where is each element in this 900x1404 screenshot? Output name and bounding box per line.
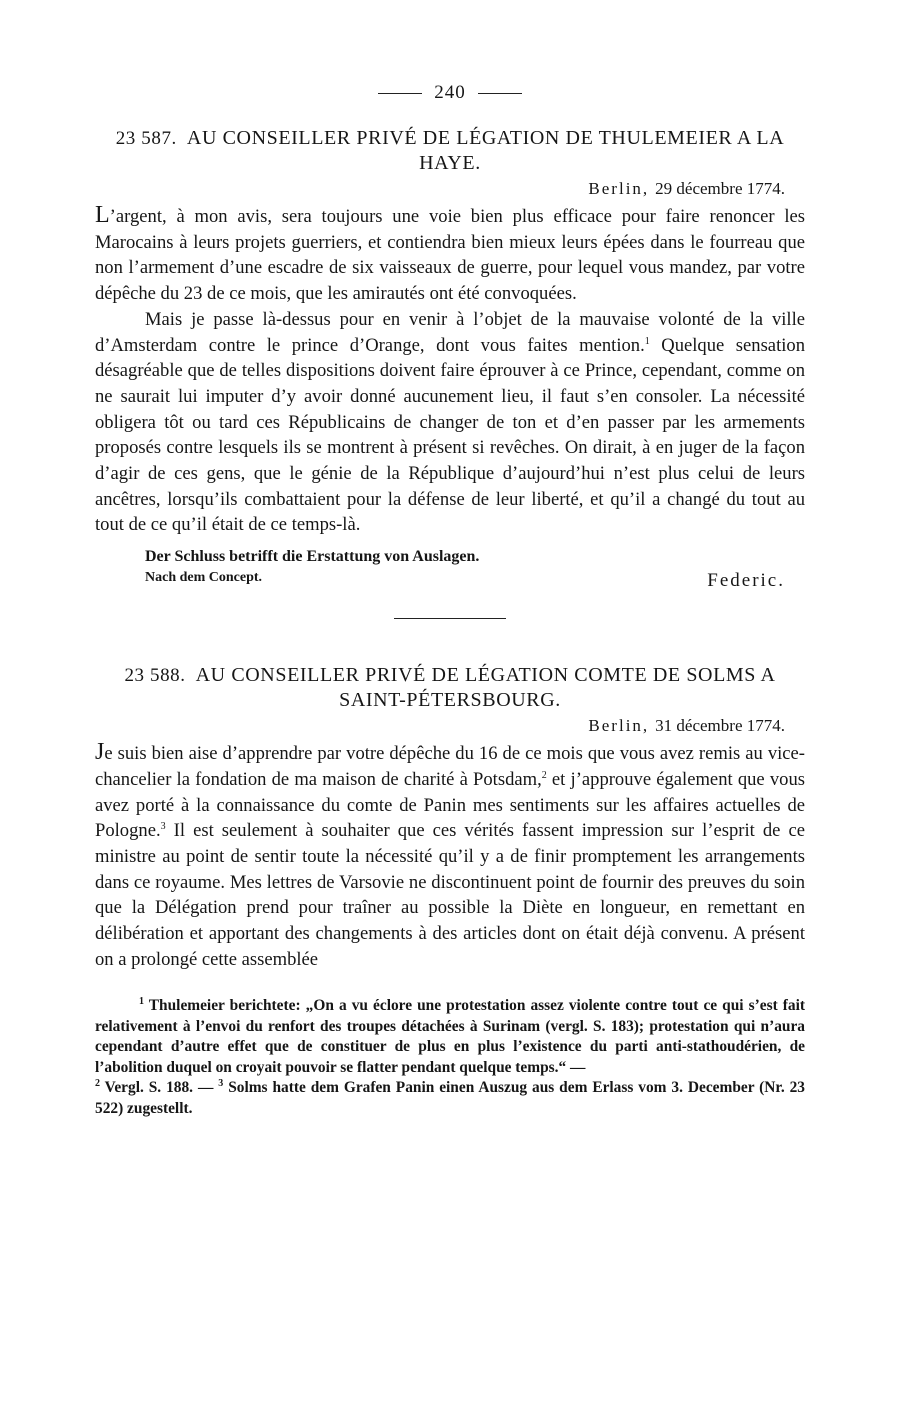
footnotes: [95, 996, 805, 1119]
letter-1-paragraph-1: [95, 203, 805, 307]
letter-1-dateline: [95, 179, 785, 199]
footnote-marker: 2: [95, 1078, 100, 1090]
paragraph-text: Il est seulement à souhaiter que ces vérités fassent impression sur l’esprit de ce ministre au point de sentir toute la nécessité qu’il y a de finir promptement les arrangements dans ce royaume. Mes lettres de Varsovie ne discontinuent point de fournir des preuves du soin que la Délégation prend pour traîner au possible la Diète en longueur, en remettant en délibération et apportant des changements à des articles dont on était déjà convenu. A présent on a prolongé cette assemblée: [95, 820, 805, 970]
page-number: 240: [434, 82, 466, 103]
footnote-marker: 3: [218, 1078, 224, 1090]
letter-1-signature: Federic.: [707, 570, 785, 592]
footnote-ref-3: 3: [160, 821, 166, 833]
letter-1-source: Nach dem Concept.: [145, 570, 263, 586]
footnote-marker: 1: [139, 996, 144, 1008]
page-header: [95, 82, 805, 104]
paragraph-text: ’argent, à mon avis, sera toujours une voie bien plus efficace pour faire renoncer les Marocains à leurs projets guerriers, et contiendra bien mieux leurs épées dans le fourreau que non l’armement d’une escadre de six vaisseaux de guerre, pour lequel vous mandez, par votre dépêche du 23 de ce mois, que les amirautés ont été convoquées.: [95, 206, 805, 305]
letter-2-heading: [95, 663, 805, 712]
footnote-ref-1: 1: [644, 335, 650, 347]
letter-1-title: AU CONSEILLER PRIVÉ DE LÉGATION DE THULEMEIER A LA HAYE.: [186, 127, 785, 174]
letter-2-title: AU CONSEILLER PRIVÉ DE LÉGATION COMTE DE SOLMS A SAINT-PÉTERSBOURG.: [195, 664, 776, 712]
section-divider: [394, 618, 506, 619]
footnote-text: Solms hatte dem Grafen Panin einen Auszug aus dem Erlass vom 3. December (Nr. 23 522) zugestellt.: [95, 1079, 806, 1117]
letter-1-number: 23 587.: [115, 128, 177, 149]
header-rule-left: [378, 93, 422, 94]
letter-2-paragraph-1: [95, 740, 805, 972]
letter-1-place: Berlin,: [588, 179, 650, 198]
letter-1-editorial-note: Der Schluss betrifft die Erstattung von Auslagen.: [145, 548, 480, 566]
footnote-text: Thulemeier berichtete: „On a vu éclore une protestation assez violente contre tout ce qui s’est fait relativement à l’envoi du renfort des troupes détachées à Surinam (vergl. S. 183); protestation qui n’aura cependant d’autre effet que de constituer de plus en plus l’existence du parti anti-stathoudérien, de l’abolition duquel on croyait pouvoir se flatter pendant quelque temps.“ —: [95, 997, 805, 1076]
footnote-ref-2: 2: [541, 769, 547, 781]
paragraph-text: Quelque sensation désagréable que de telles dispositions doivent faire éprouver à ce Prince, cependant, comme on ne saurait lui imputer d’y avoir donné aucunement lieu, il faut s’en consoler. La nécessité obligera tôt ou tard ces Républicains de changer de ton et d’en passer par les armements proposés contre lesquels ils se montrent à présent si revêches. On dirait, à en juger de la façon d’agir de ces gens, que le génie de la République d’aujourd’hui n’est plus celui de leurs ancêtres, lorsqu’ils combattaient pour la défense de leur liberté, et qu’il a changé du tout au tout de ce qu’il était de ce temps-là.: [95, 334, 805, 536]
document-page: [95, 82, 805, 1119]
letter-1-closing: [145, 570, 785, 592]
drop-cap: J: [95, 739, 105, 766]
footnote-2-3: [95, 1078, 805, 1119]
letter-1-paragraph-2: [95, 307, 805, 538]
letter-2-dateline: [95, 716, 785, 736]
letter-2-place: Berlin,: [588, 716, 650, 736]
letter-1-date: 29 décembre 1774.: [655, 179, 785, 198]
paragraph-text: Mais je passe là-dessus pour en venir à l’objet de la mauvaise volonté de la ville d’Amsterdam contre le prince d’Orange, dont vous faites mention.: [95, 308, 805, 356]
paragraph-text: e suis bien aise d’apprendre par votre dépêche du 16 de ce mois que vous avez remis au vice-chancelier la fondation de ma maison de charité à Potsdam,: [95, 743, 805, 790]
drop-cap: L: [95, 202, 110, 228]
paragraph-text: et j’approuve également que vous avez porté à la connaissance du comte de Panin mes sentiments sur les affaires actuelles de Pologne.: [95, 768, 805, 842]
footnote-1: [95, 996, 805, 1078]
letter-2-number: 23 588.: [124, 665, 186, 687]
footnote-text: Vergl. S. 188. —: [100, 1079, 219, 1097]
header-rule-right: [478, 93, 522, 94]
letter-1-heading: [95, 126, 805, 175]
letter-2-date: 31 décembre 1774.: [655, 716, 785, 736]
